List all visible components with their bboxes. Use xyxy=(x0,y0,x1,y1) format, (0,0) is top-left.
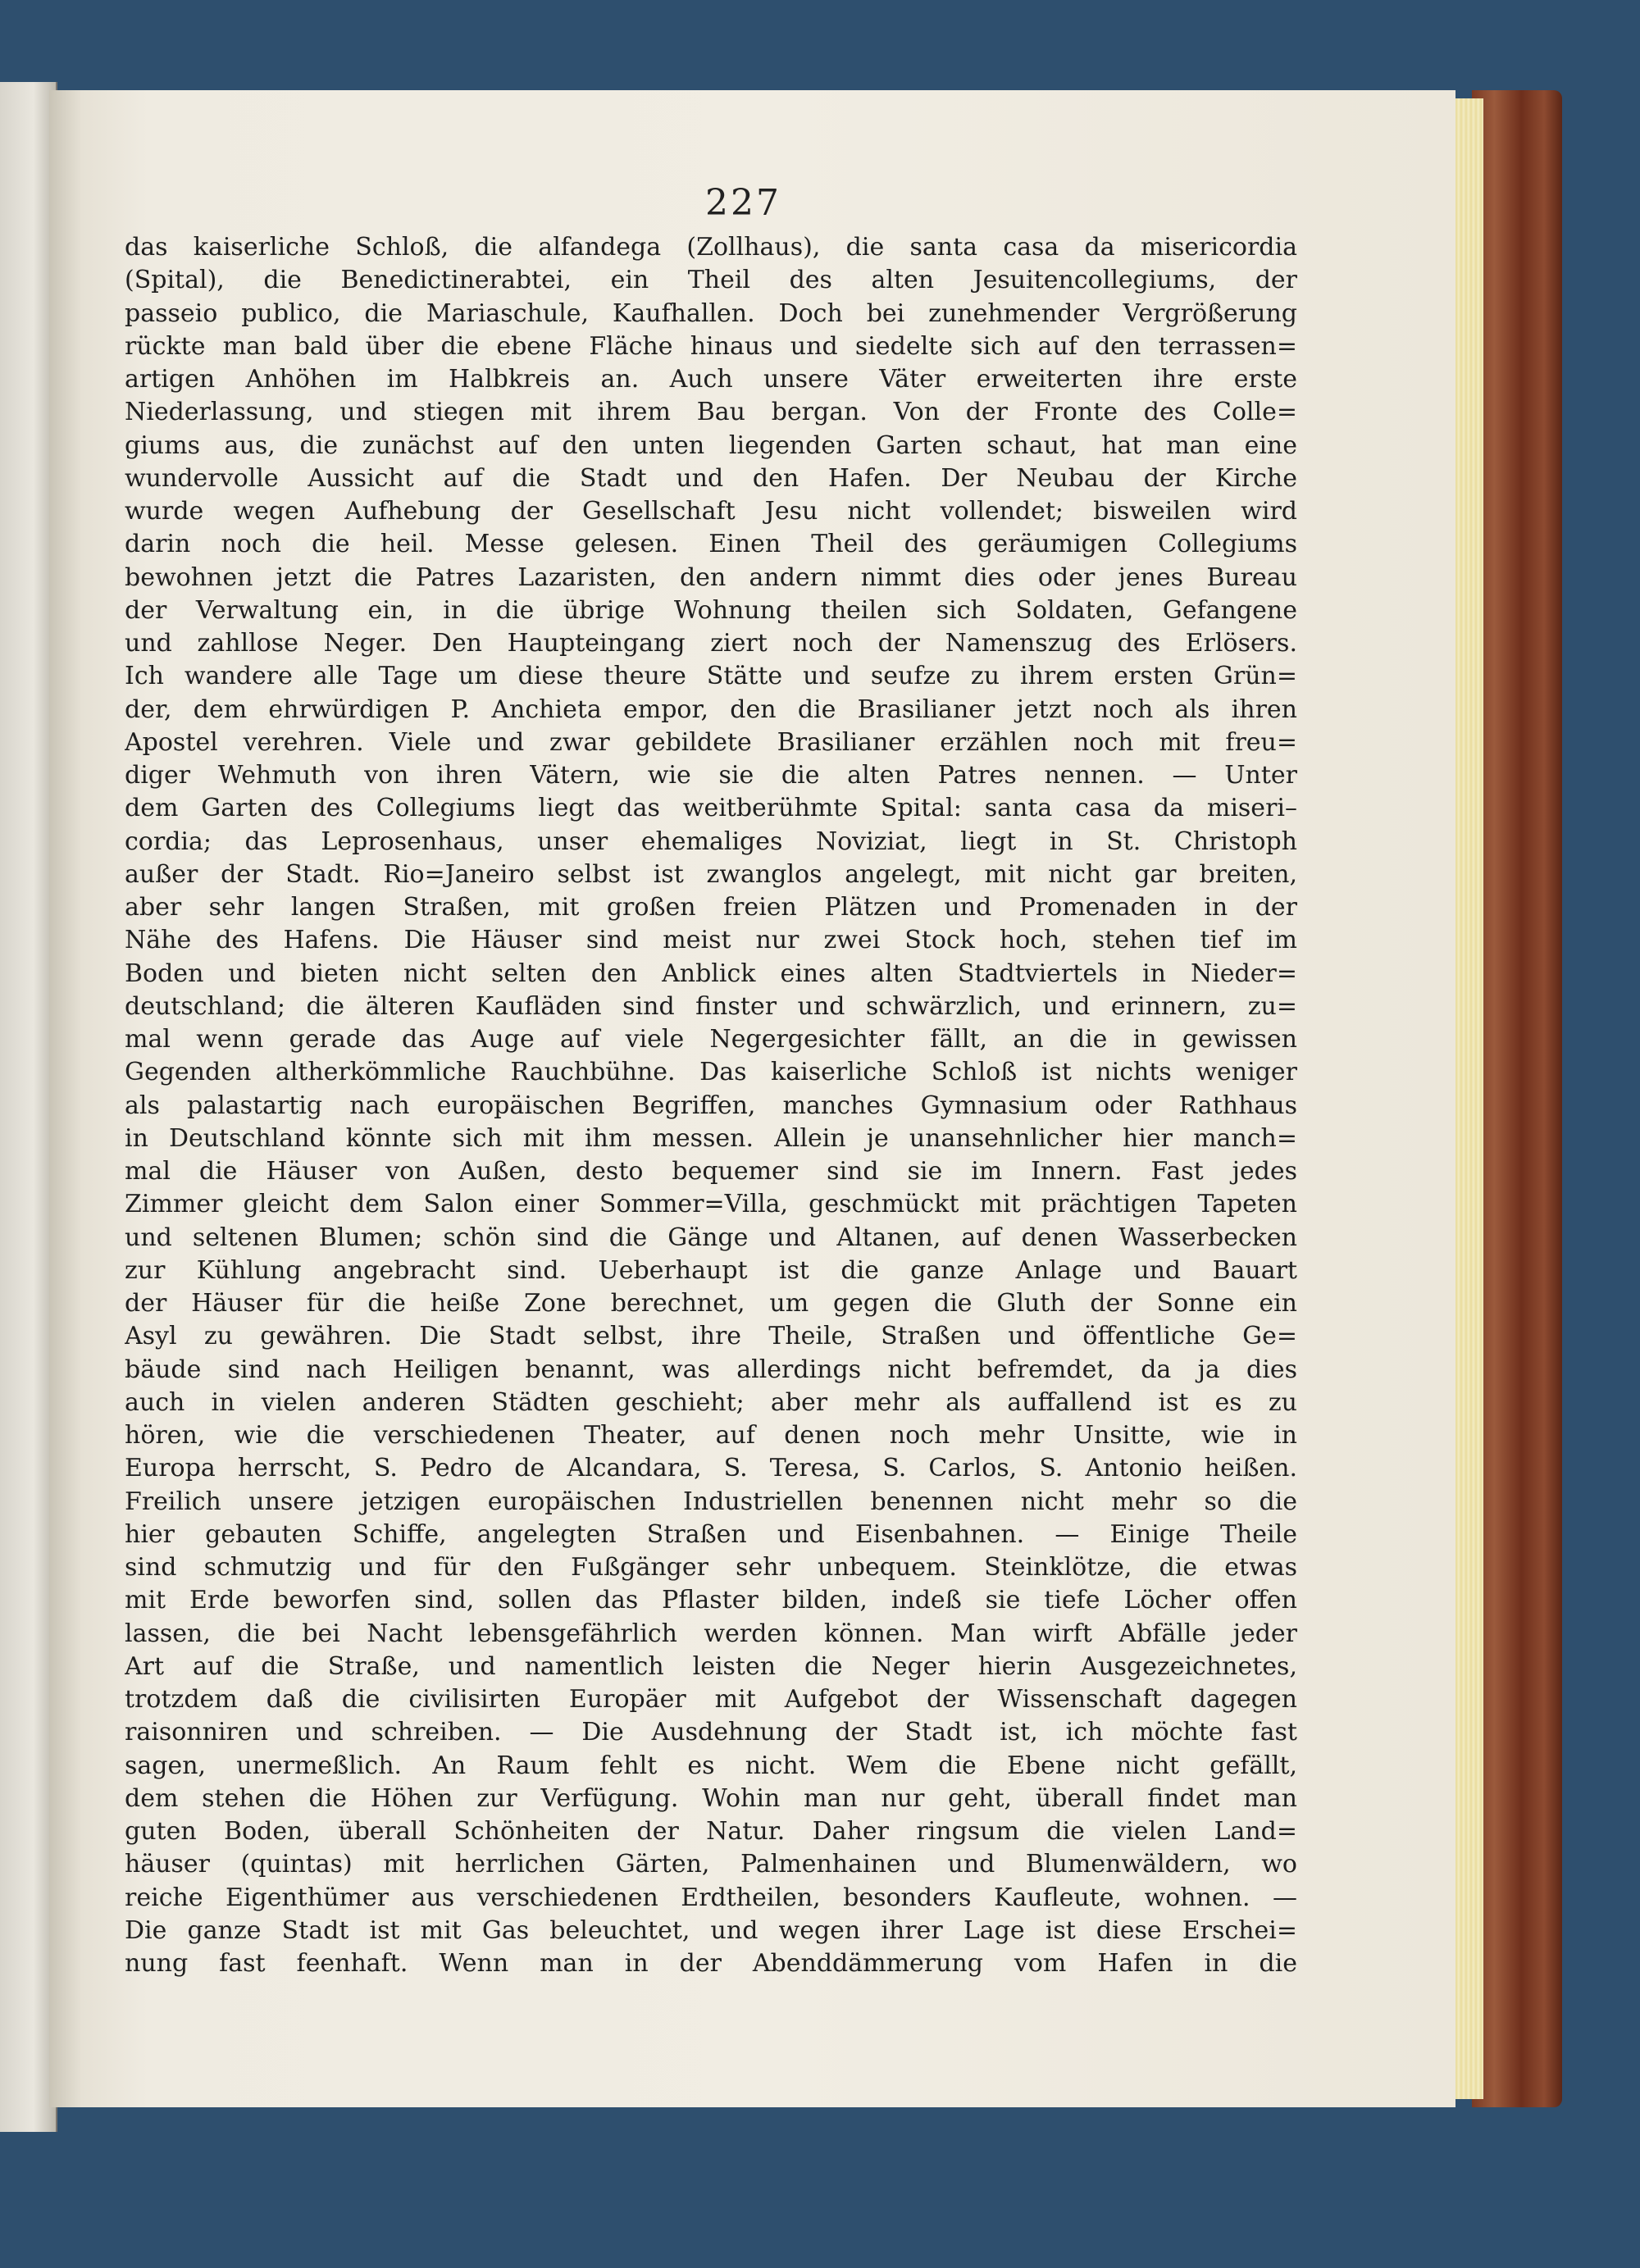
text-line: als palastartig nach europäischen Begriffen, manches Gymnasium oder Rathhaus xyxy=(125,1091,1297,1120)
text-line: und seltenen Blumen; schön sind die Gänge und Altanen, auf denen Wasserbecken xyxy=(125,1223,1297,1252)
text-line: hier gebauten Schiffe, angelegten Straßen und Eisenbahnen. — Einige Theile xyxy=(125,1519,1297,1549)
text-line: in Deutschland könnte sich mit ihm messen. Allein je unansehnlicher hier manch= xyxy=(125,1123,1297,1153)
text-line: dem stehen die Höhen zur Verfügung. Wohin man nur geht, überall findet man xyxy=(125,1783,1297,1813)
body-text xyxy=(125,231,1297,1980)
text-line: Boden und bieten nicht selten den Anblick eines alten Stadtviertels in Nieder= xyxy=(125,959,1297,988)
text-line: rückte man bald über die ebene Fläche hinaus und siedelte sich auf den terrassen= xyxy=(125,331,1297,361)
text-line: wundervolle Aussicht auf die Stadt und den Hafen. Der Neubau der Kirche xyxy=(125,463,1297,493)
text-line: Die ganze Stadt ist mit Gas beleuchtet, und wegen ihrer Lage ist diese Erschei= xyxy=(125,1915,1297,1945)
text-line: außer der Stadt. Rio=Janeiro selbst ist zwanglos angelegt, mit nicht gar breiten, xyxy=(125,859,1297,889)
text-line: Art auf die Straße, und namentlich leisten die Neger hierin Ausgezeichnetes, xyxy=(125,1651,1297,1681)
text-line: mal die Häuser von Außen, desto bequemer sind sie im Innern. Fast jedes xyxy=(125,1157,1297,1186)
text-line: hören, wie die verschiedenen Theater, auf denen noch mehr Unsitte, wie in xyxy=(125,1421,1297,1450)
text-line: bewohnen jetzt die Patres Lazaristen, den andern nimmt dies oder jenes Bureau xyxy=(125,562,1297,592)
text-line: auch in vielen anderen Städten geschieht; aber mehr als auffallend ist es zu xyxy=(125,1387,1297,1417)
text-line: artigen Anhöhen im Halbkreis an. Auch unsere Väter erweiterten ihre erste xyxy=(125,365,1297,394)
text-line: wurde wegen Aufhebung der Gesellschaft Jesu nicht vollendet; bisweilen wird xyxy=(125,497,1297,526)
text-line: der Verwaltung ein, in die übrige Wohnung theilen sich Soldaten, Gefangene xyxy=(125,595,1297,625)
text-line: Europa herrscht, S. Pedro de Alcandara, S. Teresa, S. Carlos, S. Antonio heißen. xyxy=(125,1454,1297,1483)
text-line: passeio publico, die Mariaschule, Kaufhallen. Doch bei zunehmender Vergrößerung xyxy=(125,298,1297,328)
text-line: nung fast feenhaft. Wenn man in der Abenddämmerung vom Hafen in die xyxy=(125,1949,1297,1978)
text-line: bäude sind nach Heiligen benannt, was allerdings nicht befremdet, da ja dies xyxy=(125,1355,1297,1384)
book-page xyxy=(49,90,1456,2107)
text-line: sagen, unermeßlich. An Raum fehlt es nicht. Wem die Ebene nicht gefällt, xyxy=(125,1751,1297,1780)
text-line: diger Wehmuth von ihren Vätern, wie sie die alten Patres nennen. — Unter xyxy=(125,761,1297,790)
text-line: der, dem ehrwürdigen P. Anchieta empor, den die Brasilianer jetzt noch als ihren xyxy=(125,695,1297,724)
text-line: raisonniren und schreiben. — Die Ausdehnung der Stadt ist, ich möchte fast xyxy=(125,1718,1297,1747)
text-line: das kaiserliche Schloß, die alfandega (Zollhaus), die santa casa da misericordia xyxy=(125,233,1297,262)
text-line: cordia; das Leprosenhaus, unser ehemaliges Noviziat, liegt in St. Christoph xyxy=(125,827,1297,856)
text-line: Apostel verehren. Viele und zwar gebildete Brasilianer erzählen noch mit freu= xyxy=(125,727,1297,757)
text-line: dem Garten des Collegiums liegt das weitberühmte Spital: santa casa da miseri– xyxy=(125,794,1297,823)
text-line: Gegenden altherkömmliche Rauchbühne. Das kaiserliche Schloß ist nichts weniger xyxy=(125,1058,1297,1087)
text-line: Niederlassung, und stiegen mit ihrem Bau bergan. Von der Fronte des Colle= xyxy=(125,398,1297,427)
text-line: (Spital), die Benedictinerabtei, ein Theil des alten Jesuitencollegiums, der xyxy=(125,266,1297,295)
text-line: zur Kühlung angebracht sind. Ueberhaupt ist die ganze Anlage und Bauart xyxy=(125,1255,1297,1285)
text-line: der Häuser für die heiße Zone berechnet, um gegen die Gluth der Sonne ein xyxy=(125,1289,1297,1318)
text-line: häuser (quintas) mit herrlichen Gärten, Palmenhainen und Blumenwäldern, wo xyxy=(125,1850,1297,1879)
text-line: und zahllose Neger. Den Haupteingang ziert noch der Namenszug des Erlösers. xyxy=(125,629,1297,658)
text-line: trotzdem daß die civilisirten Europäer mit Aufgebot der Wissenschaft dagegen xyxy=(125,1685,1297,1714)
text-line: sind schmutzig und für den Fußgänger sehr unbequem. Steinklötze, die etwas xyxy=(125,1553,1297,1582)
text-line: reiche Eigenthümer aus verschiedenen Erdtheilen, besonders Kaufleute, wohnen. — xyxy=(125,1883,1297,1912)
text-line: Nähe des Hafens. Die Häuser sind meist nur zwei Stock hoch, stehen tief im xyxy=(125,926,1297,955)
text-line: deutschland; die älteren Kaufläden sind finster und schwärzlich, und erinnern, zu= xyxy=(125,991,1297,1021)
page-number: 227 xyxy=(705,182,781,224)
text-line: darin noch die heil. Messe gelesen. Einen Theil des geräumigen Collegiums xyxy=(125,530,1297,559)
text-line: Freilich unsere jetzigen europäischen Industriellen benennen nicht mehr so die xyxy=(125,1487,1297,1516)
book-cover-edge xyxy=(1472,90,1562,2107)
text-line: lassen, die bei Nacht lebensgefährlich werden können. Man wirft Abfälle jeder xyxy=(125,1619,1297,1648)
text-line: mal wenn gerade das Auge auf viele Negergesichter fällt, an die in gewissen xyxy=(125,1025,1297,1054)
text-line: Asyl zu gewähren. Die Stadt selbst, ihre Theile, Straßen und öffentliche Ge= xyxy=(125,1322,1297,1351)
text-line: aber sehr langen Straßen, mit großen freien Plätzen und Promenaden in der xyxy=(125,893,1297,922)
text-line: guten Boden, überall Schönheiten der Natur. Daher ringsum die vielen Land= xyxy=(125,1817,1297,1846)
text-line: giums aus, die zunächst auf den unten liegenden Garten schaut, hat man eine xyxy=(125,430,1297,460)
text-line: Ich wandere alle Tage um diese theure Stätte und seufze zu ihrem ersten Grün= xyxy=(125,662,1297,691)
text-line: mit Erde beworfen sind, sollen das Pflaster bilden, indeß sie tiefe Löcher offen xyxy=(125,1586,1297,1615)
text-line: Zimmer gleicht dem Salon einer Sommer=Villa, geschmückt mit prächtigen Tapeten xyxy=(125,1190,1297,1219)
